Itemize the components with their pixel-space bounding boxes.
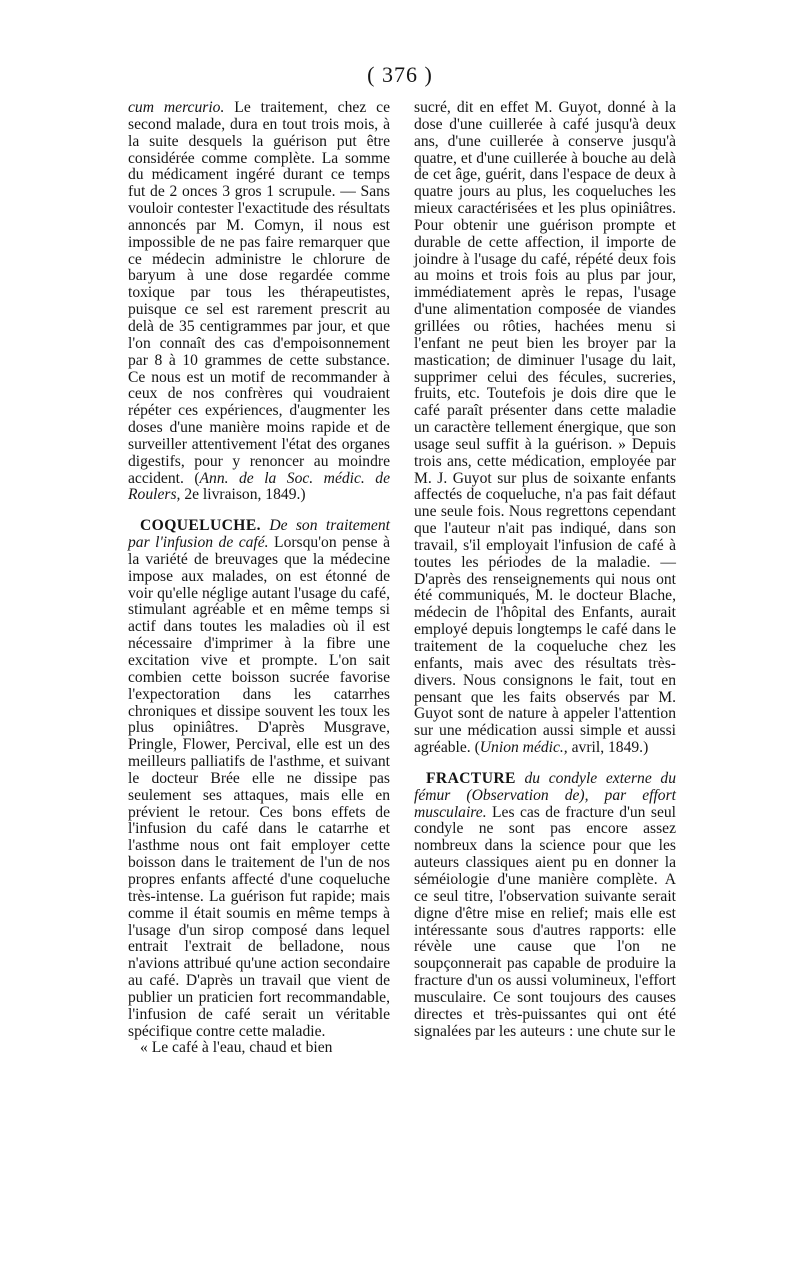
mercury-paragraph [128,100,390,504]
mercury-source: Ann. de la Soc. médic. de Roulers, [128,469,391,504]
coqueluche-continuation-text: sucré, dit en effet M. Guyot, donné à la dose d'une cuillerée à café jusqu'à deux ans, d'une cuillerée à conserve jusqu'à quatre, et d'une cuillerée à bouche au delà de cet âge, guérit, dans l'espace de deux à quatre jours au plus, les coqueluches les mieux caractérisées et les plus opiniâtres. Pour obtenir une guérison prompte et durable de cette affection, il importe de joindre à l'usage du café, répété deux fois au moins et trois fois au plus par jour, immédiatement après le repas, l'usage d'une alimentation composée de viandes grillées ou rôties, hachées menu si l'enfant ne peut bien les broyer par la mastication; de diminuer l'usage du lait, supprimer celui des fécules, sucreries, fruits, etc. Toutefois je dois dire que le café paraît présenter dans cette maladie un caractère tellement énergique, que son usage seul suffit à la guérison. » Depuis trois ans, cette médication, employée par M. J. Guyot sur plus de soixante enfants affectés de coqueluche, n'a pas fait défaut une seule fois. Nous regrettons cependant que l'auteur n'ait pas indiqué, dans son travail, s'il employait l'infusion de café à toutes les périodes de la maladie. — D'après des renseignements qui nous ont été communiqués, M. le docteur Blache, médecin de l'hôpital des Enfants, aurait employé depuis longtemps le café dans le traitement de la coqueluche chez les enfants, mais avec des résultats très-divers. Nous consignons le fait, tout en pensant que les faits observés par M. Guyot sont de nature à appeler l'attention sur une médication aussi simple et aussi agréable. ( [414,99,676,757]
right-column [414,100,676,1040]
mercury-text: Le traitement, chez ce second malade, dura en tout trois mois, à la suite desquels la guérison put être considérée comme complète. La somme du médicament ingéré durant ce temps fut de 2 onces 3 gros 1 scrupule. — Sans vouloir contester l'exactitude des résultats annoncés par M. Comyn, il nous est impossible de ne pas faire remarquer que ce médecin administre le chlorure de baryum à une dose regardée comme toxique par tous les thérapeutistes, puisque ce sel est rarement prescrit au delà de 35 centigrammes par jour, et que l'on connaît des cas d'empoisonnement par 8 à 10 grammes de cette substance. Ce nous est un motif de recommander à ceux de nos confrères qui voudraient répéter ces expériences, d'augmenter les doses d'une manière moins rapide et de surveiller attentivement l'état des organes digestifs, pour y renoncer au moindre accident. ( [128,99,390,487]
fracture-article [414,771,676,1041]
lead-italic: cum mercurio. [128,99,225,116]
coqueluche-heading: COQUELUCHE. [140,517,261,535]
coqueluche-text: Lorsqu'on pense à la variété de breuvages que la médecine impose aux malades, on est étonné de voir qu'elle néglige autant l'usage du café, stimulant agréable et en même temps si actif dans toutes les maladies où il est nécessaire d'imprimer à la fibre une excitation vive et prompte. L'on sait combien cette boisson sucrée favorise l'expectoration dans les catarrhes chroniques et dissipe souvent les toux les plus opiniâtres. D'après Musgrave, Pringle, Flower, Percival, elle est un des meilleurs palliatifs de l'asthme, et suivant le docteur Brée elle ne dissipe pas seulement ses attaques, mais elle en prévient le retour. Ces bons effets de l'infusion du café dans le catarrhe et l'asthme nous ont fait employer cette boisson dans le traitement de l'un de nos propres enfants affecté d'une coqueluche très-intense. La guérison fut rapide; mais comme il était soumis en même temps à l'usage d'un sirop composé dans lequel entrait l'extrait de belladone, nous n'avions attribué qu'une action secondaire au café. D'après un travail que vient de publier un praticien fort recommandable, l'infusion de café serait un véritable spécifique contre cette maladie. [128,534,390,1040]
coqueluche-quote-start: « Le café à l'eau, chaud et bien [140,1039,333,1057]
fracture-heading: FRACTURE [426,769,516,787]
coqueluche-source: Union médic., [479,739,568,757]
mercury-source-end: 2e livraison, 1849.) [180,486,306,504]
coqueluche-source-end: avril, 1849.) [567,739,649,757]
fracture-subtitle: du condyle externe du fémur (Observation de), par effort musculaire. [414,769,676,821]
left-column [128,100,390,1057]
page-number: ( 376 ) [367,62,433,87]
coqueluche-subtitle: De son traitement par l'infusion de café. [128,517,390,552]
coqueluche-article [128,518,390,1040]
coqueluche-continuation [414,100,676,757]
fracture-text: Les cas de fracture d'un seul condyle ne sont pas encore assez nombreux dans la science pour que les auteurs classiques aient pu en donner la séméiologie d'une manière complète. A ce seul titre, l'observation suivante serait digne d'être mise en relief; mais elle est intéressante sous d'autres rapports: elle révèle une cause que l'on ne soupçonnerait pas capable de produire la fracture d'un os aussi volumineux, l'effort musculaire. Ce sont toujours des causes directes et très-puissantes qui ont été signalées par les auteurs : une chute sur le [414,803,676,1040]
